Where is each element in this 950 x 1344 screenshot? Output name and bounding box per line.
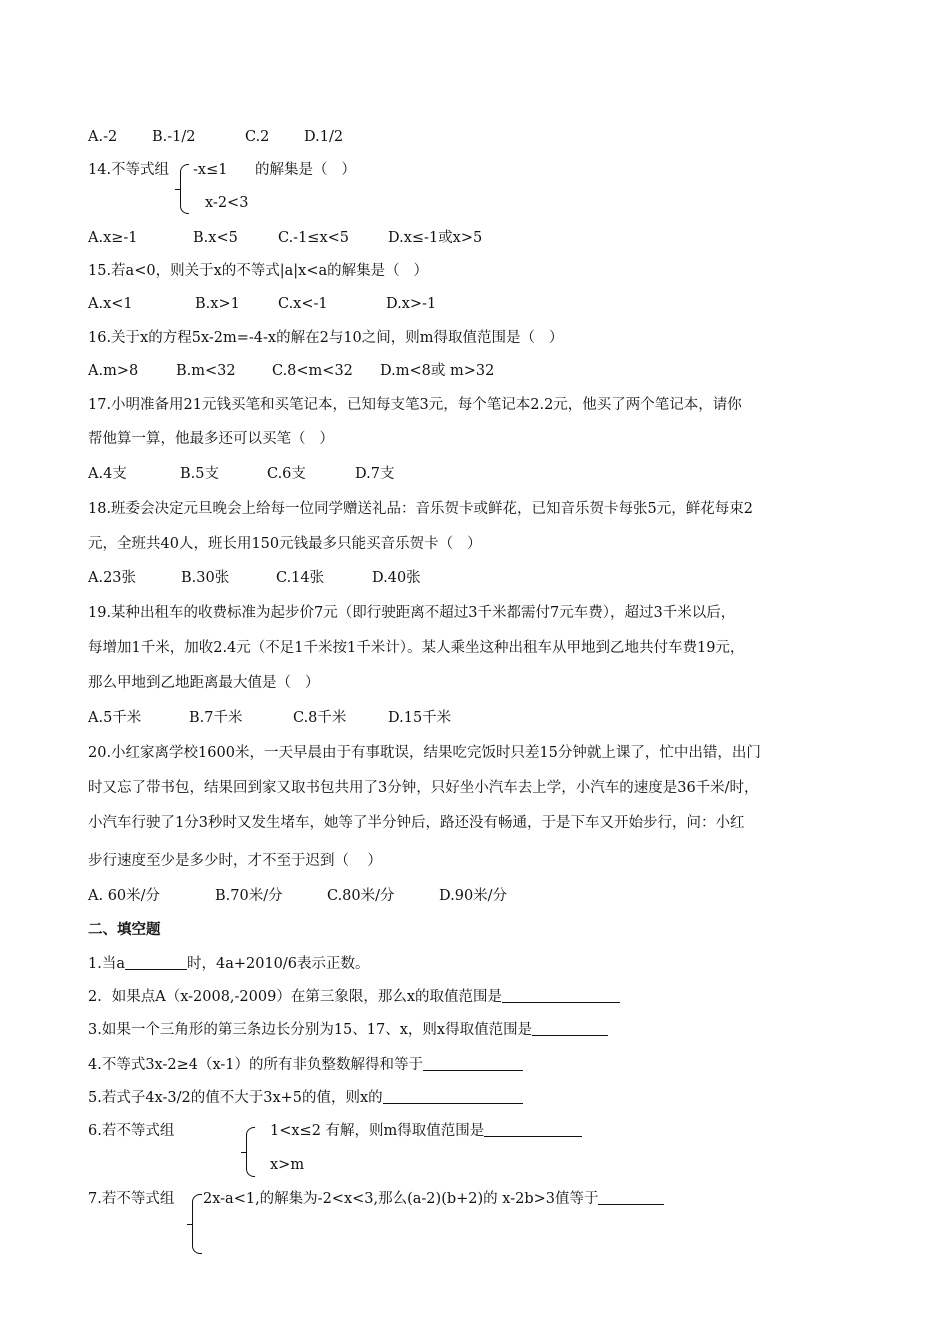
- q20-line4: 步行速度至少是多少时，才不至于迟到（ ）: [88, 853, 382, 869]
- option-d: D.x≤-1或x>5: [388, 230, 483, 246]
- option-c: C.8千米: [293, 710, 347, 726]
- option-b: B.30张: [181, 570, 230, 586]
- option-b: B.5支: [180, 466, 219, 482]
- answer-blank: [383, 1089, 523, 1104]
- fill-3: 3.如果一个三角形的第三条边长分别为15、17、x，则x得取值范围是: [88, 1020, 608, 1040]
- option-d: D.15千米: [388, 710, 452, 726]
- q14-stem: [88, 160, 169, 180]
- fill-2: 2．如果点A（x-2008,-2009）在第三象限，那么x的取值范围是: [88, 987, 620, 1007]
- q20-line1: 20.小红家离学校1600米，一天早晨由于有事耽误，结果吃完饭时只差15分钟就上课了，忙中出错，出门: [88, 745, 761, 761]
- q15-stem: 15.若a<0，则关于x的不等式|a|x<a的解集是（ ）: [88, 263, 428, 279]
- option-a: A.5千米: [88, 710, 142, 726]
- option-c: C.6支: [267, 466, 306, 482]
- q19-line1: 19.某种出租车的收费标准为起步价7元（即行驶距离不超过3千米都需付7元车费），超过3千米以后，: [88, 605, 736, 621]
- option-c: C.80米/分: [327, 888, 395, 904]
- answer-blank: [484, 1122, 582, 1137]
- option-b: B.-1/2: [152, 129, 196, 145]
- answer-blank: [532, 1021, 608, 1036]
- fill-7-brace: [192, 1194, 202, 1254]
- q18-line2: 元，全班共40人，班长用150元钱最多只能买音乐贺卡（ ）: [88, 536, 482, 552]
- fill-7-prefix: 7.若不等式组: [88, 1191, 175, 1207]
- fill-6-prefix: 6.若不等式组: [88, 1123, 175, 1139]
- q14-suffix: 的解集是（ ）: [255, 162, 356, 178]
- option-b: B.x<5: [193, 230, 238, 246]
- option-b: B.m<32: [176, 363, 236, 379]
- option-a: A.x<1: [88, 296, 133, 312]
- option-c: C.2: [245, 129, 270, 145]
- q14-line2: x-2<3: [205, 195, 249, 211]
- q14-prefix: 14.不等式组: [88, 162, 170, 178]
- answer-blank: [125, 955, 187, 970]
- q18-line1: 18.班委会决定元旦晚会上给每一位同学赠送礼品：音乐贺卡或鲜花，已知音乐贺卡每张5元，鲜花每束2: [88, 501, 754, 517]
- fill-1: 1.当a 时，4a+2010/6表示正数。: [88, 956, 370, 972]
- answer-blank: [423, 1056, 523, 1071]
- option-a: A.m>8: [88, 363, 139, 379]
- option-d: D.40张: [372, 570, 421, 586]
- q17-line2: 帮他算一算，他最多还可以买笔（ ）: [88, 431, 334, 447]
- fill-5: 5.若式子4x-3/2的值不大于3x+5的值，则x的: [88, 1088, 523, 1108]
- fill-6-line1: 1<x≤2 有解，则m得取值范围是: [270, 1121, 582, 1141]
- answer-blank: [598, 1190, 664, 1205]
- q17-line1: 17.小明准备用21元钱买笔和买笔记本，已知每支笔3元，每个笔记本2.2元，他买了两个笔记本，请你: [88, 397, 742, 413]
- q20-line3: 小汽车行驶了1分3秒时又发生堵车，她等了半分钟后，路还没有畅通，于是下车又开始步行，问：小红: [88, 815, 745, 831]
- fill-7-line1: 2x-a<1,的解集为-2<x<3,那么(a-2)(b+2)的 x-2b>3值等于: [203, 1189, 664, 1209]
- option-c: C.14张: [276, 570, 325, 586]
- q16-stem: 16.关于x的方程5x-2m=-4-x的解在2与10之间，则m得取值范围是（ ）: [88, 330, 564, 346]
- answer-blank: [502, 988, 620, 1003]
- option-d: D.7支: [355, 466, 395, 482]
- option-a: A.4支: [88, 466, 127, 482]
- option-b: B.7千米: [189, 710, 243, 726]
- fill-4: 4.不等式3x-2≥4（x-1）的所有非负整数解得和等于: [88, 1055, 523, 1075]
- section-title: 二、填空题: [88, 922, 161, 938]
- option-c: C.x<-1: [278, 296, 328, 312]
- q14-brace: [180, 164, 189, 214]
- option-c: C.8<m<32: [272, 363, 353, 379]
- option-c: C.-1≤x<5: [278, 230, 350, 246]
- option-d: D.90米/分: [439, 888, 508, 904]
- option-d: D.x>-1: [386, 296, 437, 312]
- option-a: A.-2: [88, 129, 118, 145]
- option-a: A.23张: [88, 570, 137, 586]
- option-a: A.x≥-1: [88, 230, 138, 246]
- fill-6-line2: x>m: [270, 1157, 305, 1173]
- option-a: A. 60米/分: [88, 888, 161, 904]
- option-d: D.m<8或 m>32: [380, 363, 495, 379]
- q14-line1: -x≤1: [193, 162, 228, 178]
- option-d: D.1/2: [304, 129, 344, 145]
- option-b: B.x>1: [195, 296, 240, 312]
- option-b: B.70米/分: [215, 888, 283, 904]
- fill-6-brace: [246, 1127, 255, 1177]
- q20-line2: 时又忘了带书包，结果回到家又取书包共用了3分钟，只好坐小汽车去上学，小汽车的速度是36千米/时，: [88, 780, 759, 796]
- q19-line3: 那么甲地到乙地距离最大值是（ ）: [88, 675, 320, 691]
- q19-line2: 每增加1千米，加收2.4元（不足1千米按1千米计）。某人乘坐这种出租车从甲地到乙地共付车费19元，: [88, 640, 745, 656]
